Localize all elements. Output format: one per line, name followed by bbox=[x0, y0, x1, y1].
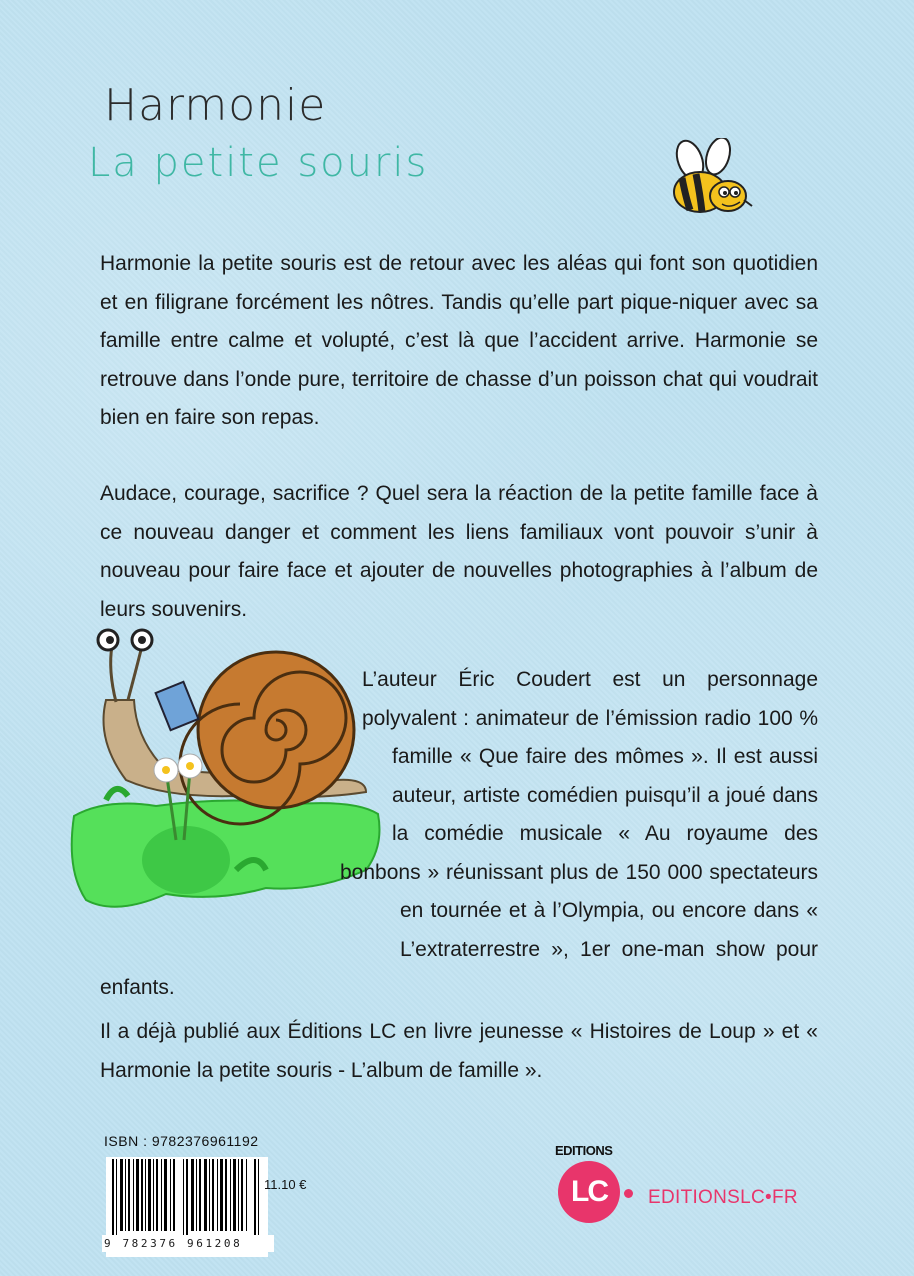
price-label: 11.10 € bbox=[264, 1177, 307, 1192]
barcode bbox=[106, 1157, 268, 1257]
author-bio-text: L’auteur Éric Coudert est un personnage polyvalent : animateur de l’émission radio 100 % famille « Que faire des mômes ». Il est aussi auteur, artiste comédien puisqu’il a joué dans la comédie musicale « Au royaume des bonbons » réunissant plus de 150 000 spectateurs en tournée et à l’Olympia, ou encore dans « L’extraterrestre », 1er one-man show pour enfants. bbox=[100, 668, 818, 999]
barcode-digits: 9 782376 961208 bbox=[102, 1235, 274, 1252]
book-subtitle: La petite souris bbox=[88, 140, 429, 186]
author-bio-paragraph bbox=[100, 661, 818, 1008]
publisher-website: EDITIONSLC•FR bbox=[648, 1187, 798, 1208]
summary-paragraph-2: Audace, courage, sacrifice ? Quel sera la réaction de la petite famille face à ce nouveau danger et comment les liens familiaux vont pouvoir s’unir à nouveau pour faire face et ajouter de nouvelles photographies à l’album de leurs souvenirs. bbox=[100, 482, 818, 621]
summary-paragraph-1: Harmonie la petite souris est de retour avec les aléas qui font son quotidien et en filigrane forcément les nôtres. Tandis qu’elle part pique-niquer avec sa famille entre calme et volupté, c’est là que l’accident arrive. Harmonie se retrouve dans l’onde pure, territoire de chasse d’un poisson chat qui voudrait bien en faire son repas. bbox=[100, 252, 818, 429]
publisher-editions-label: EDITIONS bbox=[555, 1143, 613, 1158]
isbn-label: ISBN : 9782376961192 bbox=[104, 1133, 259, 1149]
book-title: Harmonie bbox=[104, 80, 327, 131]
publisher-lc-logo: LC bbox=[558, 1161, 620, 1223]
logo-dot-icon bbox=[624, 1189, 633, 1198]
bee-icon bbox=[664, 138, 756, 228]
author-works-paragraph: Il a déjà publié aux Éditions LC en livre jeunesse « Histoires de Loup » et « Harmonie la petite souris - L’album de famille ». bbox=[100, 1020, 818, 1082]
barcode-block bbox=[100, 1133, 330, 1257]
publisher-logo bbox=[552, 1143, 832, 1223]
barcode-bars bbox=[110, 1159, 264, 1239]
